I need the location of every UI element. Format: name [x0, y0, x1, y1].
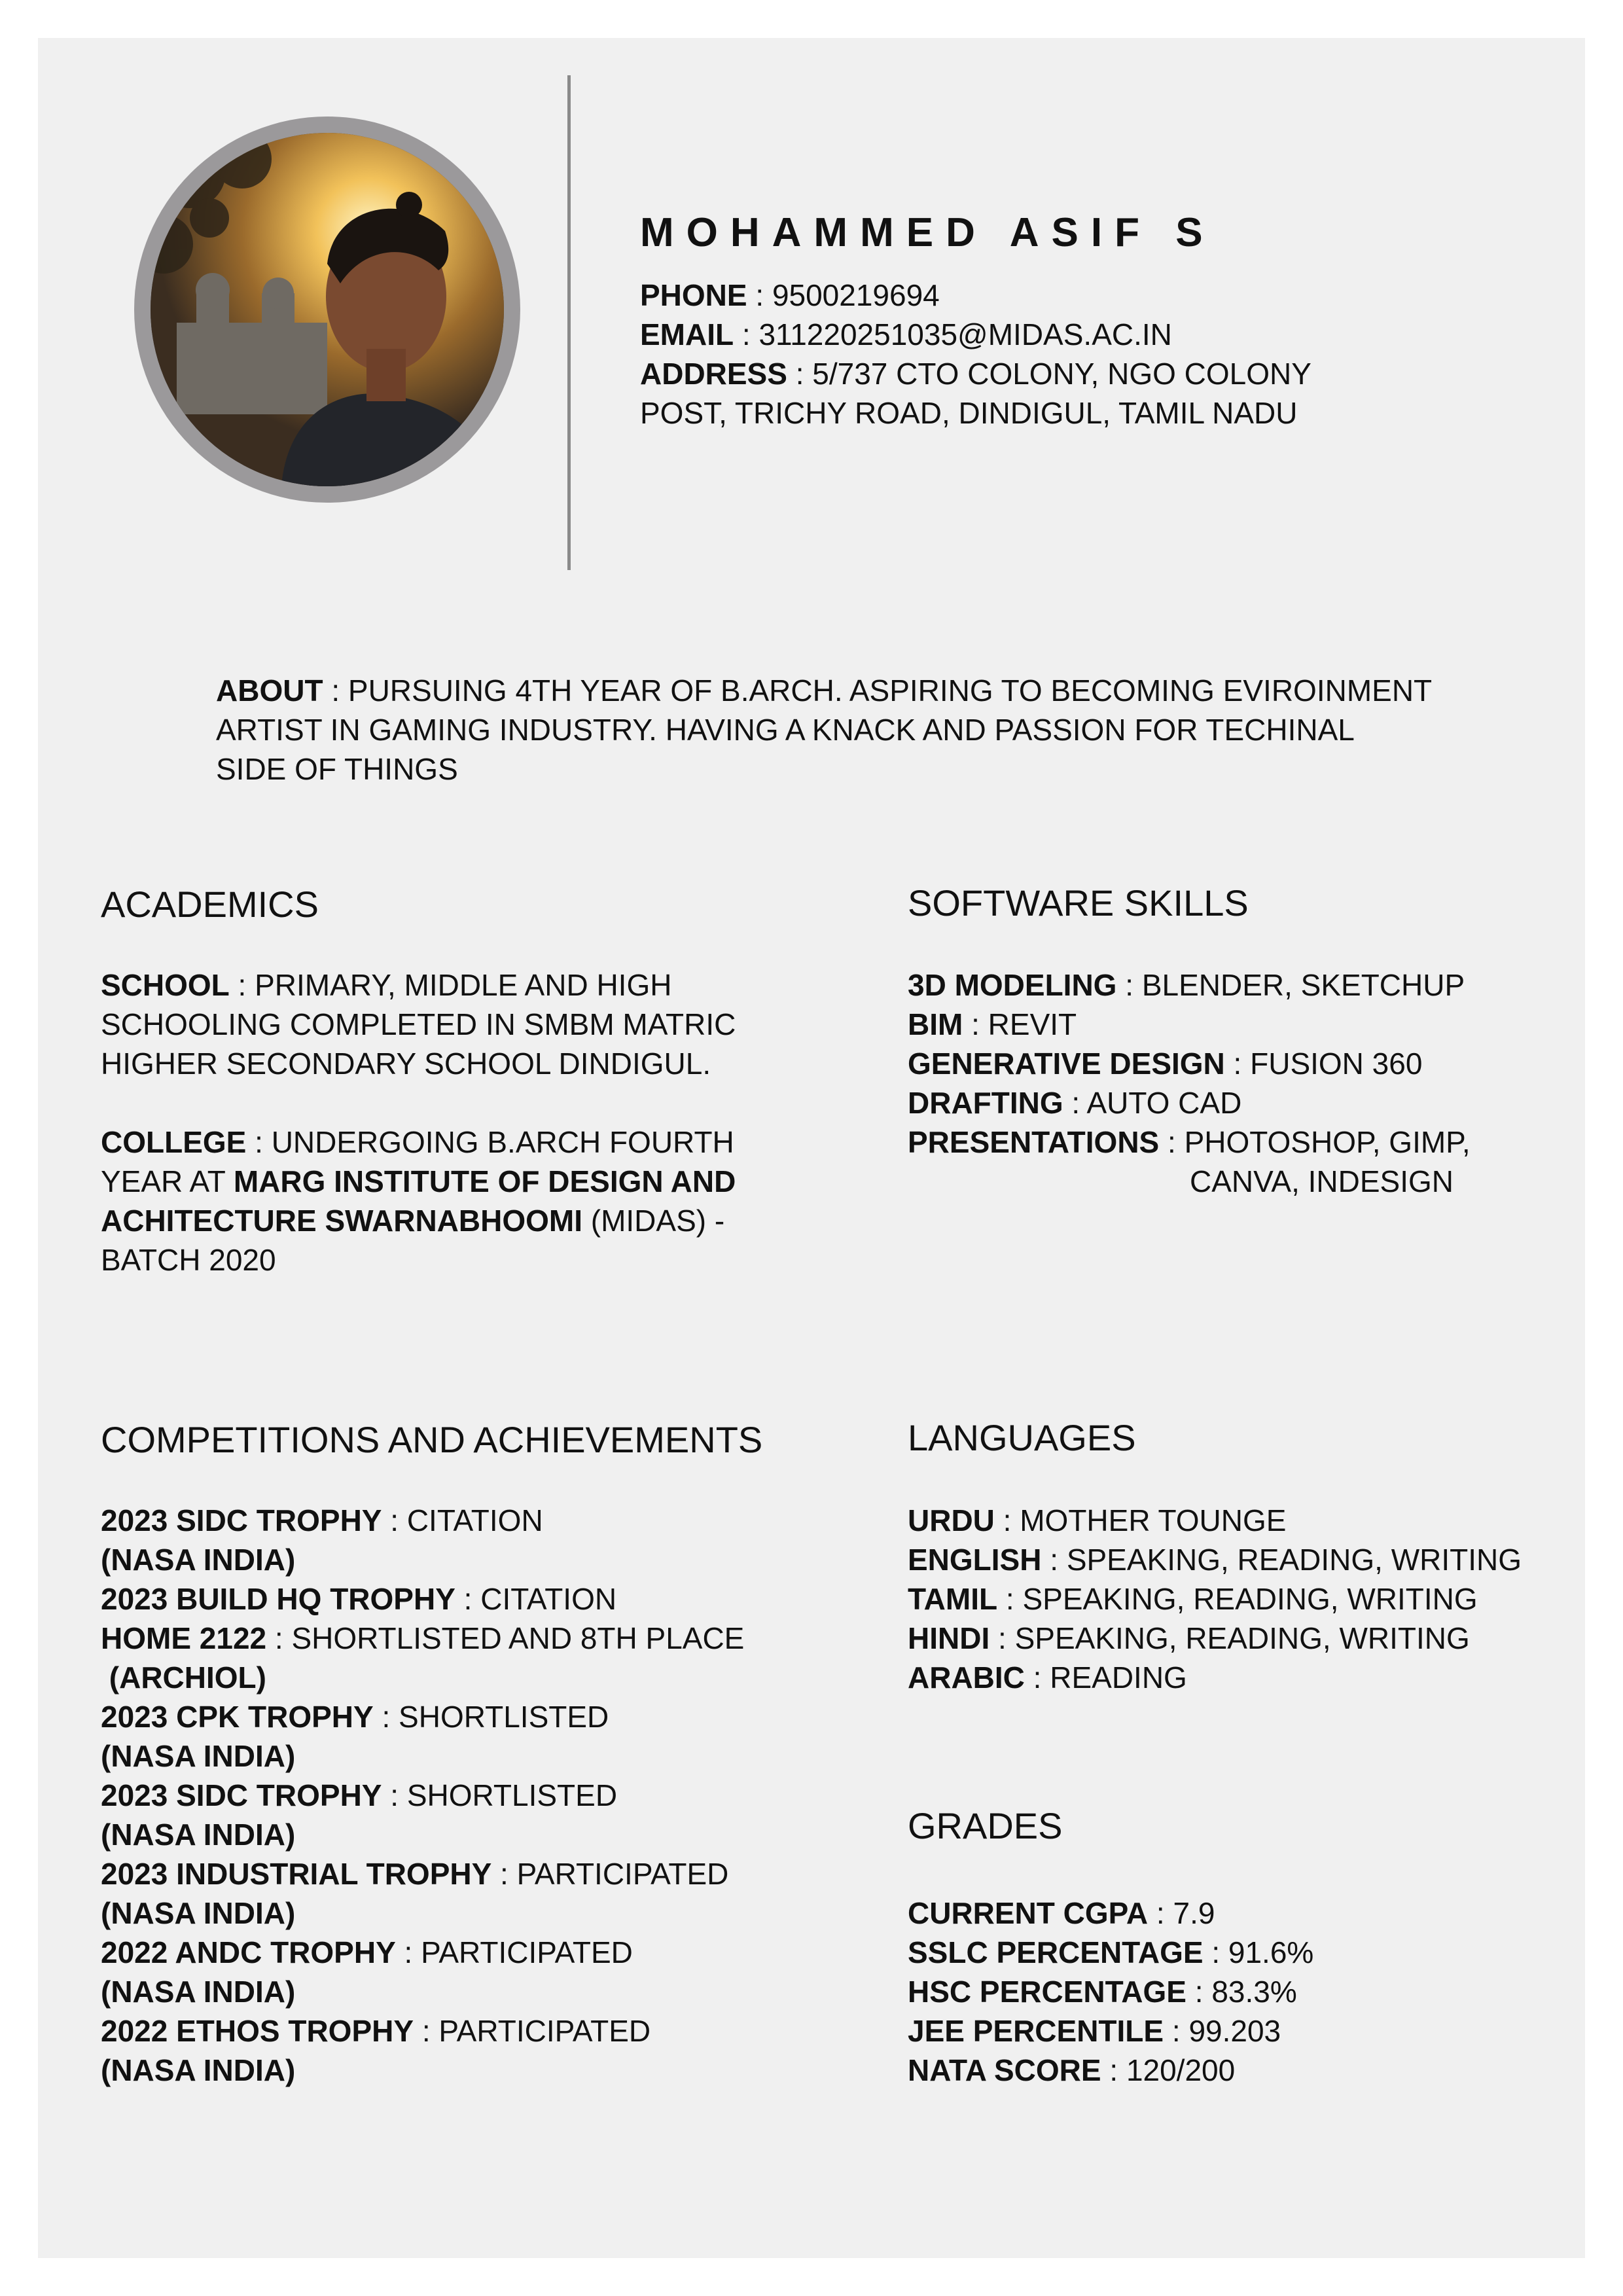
- competition-item: 2022 ANDC TROPHY : PARTICIPATED: [101, 1935, 633, 1969]
- address-value-line1: 5/737 CTO COLONY, NGO COLONY: [812, 357, 1311, 391]
- software-skill-item: PRESENTATIONS : PHOTOSHOP, GIMP,: [908, 1125, 1471, 1159]
- email-row: EMAIL : 311220251035@MIDAS.AC.IN: [640, 317, 1172, 351]
- software-skill-item: DRAFTING : AUTO CAD: [908, 1086, 1242, 1120]
- software-skill-item-continued: CANVA, INDESIGN: [1190, 1164, 1454, 1198]
- grade-item: HSC PERCENTAGE : 83.3%: [908, 1975, 1297, 2009]
- language-item: ARABIC : READING: [908, 1660, 1187, 1695]
- competition-item: 2023 SIDC TROPHY : CITATION: [101, 1503, 543, 1537]
- college-line-3: ACHITECTURE SWARNABHOOMI (MIDAS) -: [101, 1204, 725, 1238]
- competition-organizer: (NASA INDIA): [101, 1739, 296, 1773]
- college-line-1: COLLEGE : UNDERGOING B.ARCH FOURTH: [101, 1125, 734, 1159]
- grades-heading: GRADES: [908, 1805, 1063, 1846]
- competition-item: 2023 BUILD HQ TROPHY : CITATION: [101, 1582, 617, 1616]
- college-line-4: BATCH 2020: [101, 1243, 276, 1277]
- grade-item: CURRENT CGPA : 7.9: [908, 1896, 1215, 1930]
- school-label: SCHOOL: [101, 968, 230, 1002]
- grade-item: SSLC PERCENTAGE : 91.6%: [908, 1935, 1314, 1969]
- academics-heading: ACADEMICS: [101, 884, 319, 925]
- phone-value: 9500219694: [772, 278, 940, 312]
- email-value: 311220251035@MIDAS.AC.IN: [758, 317, 1172, 351]
- competition-item: 2023 INDUSTRIAL TROPHY : PARTICIPATED: [101, 1857, 729, 1891]
- about-line-1: ABOUT : PURSUING 4TH YEAR OF B.ARCH. ASPIRING TO BECOMING EVIROINMENT: [216, 673, 1433, 708]
- grade-item: NATA SCORE : 120/200: [908, 2053, 1236, 2087]
- profile-photo: [151, 133, 504, 486]
- competition-item: HOME 2122 : SHORTLISTED AND 8TH PLACE: [101, 1621, 745, 1655]
- school-line-2: SCHOOLING COMPLETED IN SMBM MATRIC: [101, 1007, 736, 1041]
- competitions-heading: COMPETITIONS AND ACHIEVEMENTS: [101, 1419, 763, 1460]
- software-skill-item: 3D MODELING : BLENDER, SKETCHUP: [908, 968, 1465, 1002]
- software-skill-item: GENERATIVE DESIGN : FUSION 360: [908, 1047, 1423, 1081]
- address-row: ADDRESS : 5/737 CTO COLONY, NGO COLONY: [640, 357, 1311, 391]
- competition-item: 2023 SIDC TROPHY : SHORTLISTED: [101, 1778, 618, 1812]
- header-divider: [567, 75, 571, 570]
- competition-organizer: (NASA INDIA): [101, 1543, 296, 1577]
- software-skill-item: BIM : REVIT: [908, 1007, 1077, 1041]
- language-item: URDU : MOTHER TOUNGE: [908, 1503, 1287, 1537]
- software-skills-heading: SOFTWARE SKILLS: [908, 882, 1249, 924]
- competition-item: 2023 CPK TROPHY : SHORTLISTED: [101, 1700, 609, 1734]
- about-label: ABOUT: [216, 673, 323, 708]
- language-item: ENGLISH : SPEAKING, READING, WRITING: [908, 1543, 1522, 1577]
- about-line-3: SIDE OF THINGS: [216, 752, 458, 786]
- college-label: COLLEGE: [101, 1125, 247, 1159]
- competition-organizer: (NASA INDIA): [101, 1975, 296, 2009]
- address-value-line2: POST, TRICHY ROAD, DINDIGUL, TAMIL NADU: [640, 396, 1298, 430]
- grade-item: JEE PERCENTILE : 99.203: [908, 2014, 1281, 2048]
- candidate-name: MOHAMMED ASIF S: [640, 210, 1215, 255]
- competition-organizer: (NASA INDIA): [101, 1896, 296, 1930]
- phone-row: PHONE : 9500219694: [640, 278, 940, 312]
- competition-organizer: (NASA INDIA): [101, 2053, 296, 2087]
- competition-organizer: (NASA INDIA): [101, 1818, 296, 1852]
- email-label: EMAIL: [640, 317, 734, 351]
- languages-heading: LANGUAGES: [908, 1417, 1136, 1458]
- language-item: HINDI : SPEAKING, READING, WRITING: [908, 1621, 1470, 1655]
- school-line-1: SCHOOL : PRIMARY, MIDDLE AND HIGH: [101, 968, 672, 1002]
- college-line-2: YEAR AT MARG INSTITUTE OF DESIGN AND: [101, 1164, 736, 1198]
- profile-photo-image: [151, 133, 504, 486]
- school-line-3: HIGHER SECONDARY SCHOOL DINDIGUL.: [101, 1047, 711, 1081]
- language-item: TAMIL : SPEAKING, READING, WRITING: [908, 1582, 1478, 1616]
- address-label: ADDRESS: [640, 357, 787, 391]
- phone-label: PHONE: [640, 278, 747, 312]
- competition-item: 2022 ETHOS TROPHY : PARTICIPATED: [101, 2014, 651, 2048]
- competition-organizer: (ARCHIOL): [101, 1660, 266, 1695]
- about-line-2: ARTIST IN GAMING INDUSTRY. HAVING A KNACK AND PASSION FOR TECHINAL: [216, 713, 1355, 747]
